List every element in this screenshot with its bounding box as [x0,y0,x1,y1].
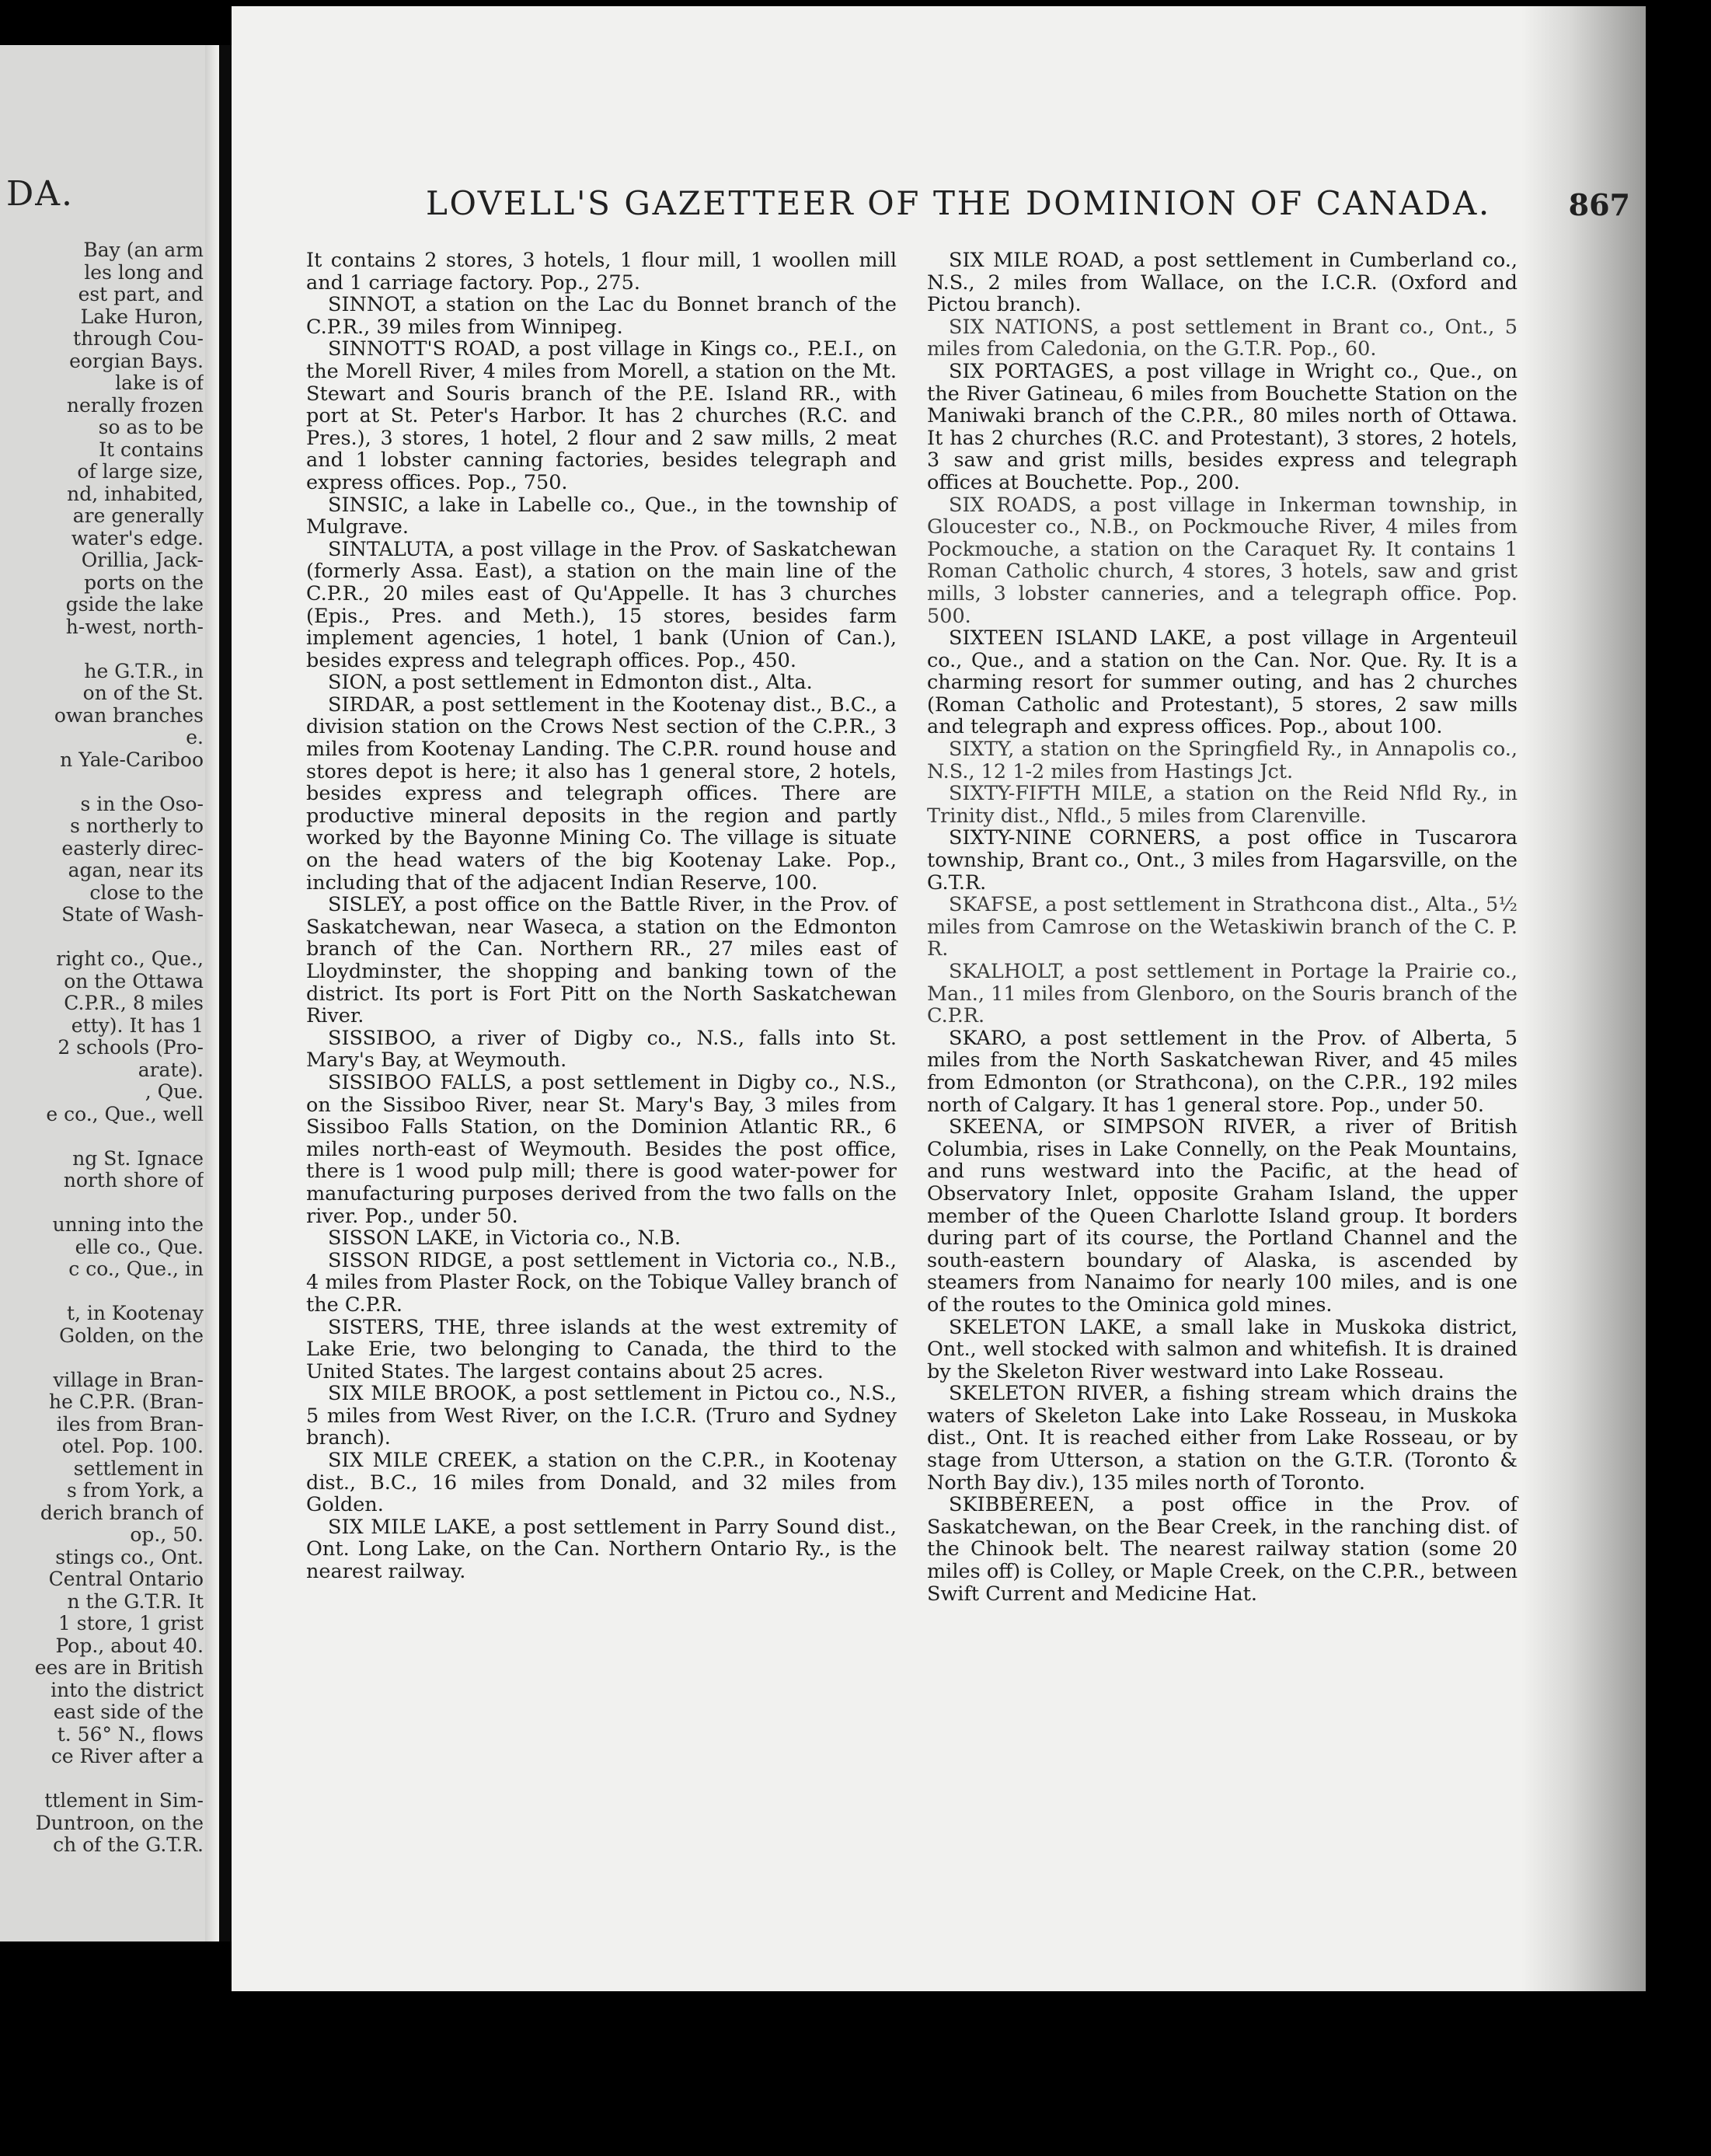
left-page-fragment-line: t. 56° N., flows [57,1723,204,1746]
entry-paragraph: SKALHOLT, a post settlement in Portage la Prairie co., Man., 11 miles from Glenboro, on the Souris branch of the C.P.R. [927,960,1518,1028]
running-head: LOVELL'S GAZETTEER OF THE DOMINION OF CANADA. [426,184,1491,222]
left-page-fragment-line: of large size, [77,461,204,483]
left-page-fragment-line: easterly direc- [61,837,204,860]
entry-paragraph: SISLEY, a post office on the Battle River, in the Prov. of Saskatchewan, near Waseca, a station on the Edmonton branch of the Can. Northern RR., 27 miles east of Lloydminster, the shopping and banking town of the district. Its port is Fort Pitt on the North Saskatchewan River. [306,893,897,1028]
left-page-fragment-line [0,1192,204,1215]
entry-paragraph: SINTALUTA, a post village in the Prov. of Saskatchewan (formerly Assa. East), a station on the main line of the C.P.R., 20 miles east of Qu'Appelle. It has 3 churches (Epis., Pres. and Meth.), 15 stores, besides farm implement agencies, 1 hotel, 1 bank (Union of Can.), besides express and telegraph offices. Pop., 450. [306,537,897,672]
left-page-fragment-line: It contains [99,438,204,461]
left-page-fragment-line: ees are in British [34,1657,204,1679]
left-page-fragment-line: s in the Oso- [80,793,204,815]
left-page-fragment-line: ce River after a [51,1746,204,1767]
left-page-fragment-line: n Yale-Cariboo [60,748,204,771]
left-page-fragment-line: est part, and [78,284,204,305]
entry-paragraph: SISSIBOO FALLS, a post settlement in Digby co., N.S., on the Sissiboo River, near St. Mary's Bay, 3 miles from Sissiboo Falls Station, on the Dominion Atlantic RR., 6 miles north-east of Weymouth. Besides the post office, there is 1 wood pulp mill; there is good water-power for manufacturing purposes derived from the two falls on the river. Pop., under 50. [306,1070,897,1228]
left-page-fragment-line: C.P.R., 8 miles [64,993,204,1014]
left-page-fragment-line: ng St. Ignace [72,1147,204,1170]
entry-paragraph: SISSON LAKE, in Victoria co., N.B. [328,1226,681,1251]
left-page-fragment-line: north shore of [63,1170,204,1191]
left-page-fragment-line: op., 50. [130,1524,204,1546]
left-page-fragment-line: nerally frozen [66,394,204,417]
left-page-fragment-line: owan branches [54,704,204,727]
left-page-fragment-line: into the district [51,1679,204,1701]
left-page-fragment-line: 1 store, 1 grist [57,1613,204,1634]
left-page-fragment-line: c co., Que., in [68,1258,204,1280]
entry-paragraph: SKAFSE, a post settlement in Strathcona dist., Alta., 5½ miles from Camrose on the Wetaskiwin branch of the C. P. R. [927,893,1518,961]
left-page-fragment-line: ports on the [84,571,204,594]
left-page-fragment-line: s from York, a [67,1480,204,1502]
entry-paragraph: SIX MILE ROAD, a post settlement in Cumberland co., N.S., 2 miles from Wallace, on the I.C.R. (Oxford and Pictou branch). [927,249,1518,317]
left-page-fragment-line: so as to be [98,417,204,438]
entry-paragraph: SINSIC, a lake in Labelle co., Que., in the township of Mulgrave. [306,493,897,539]
left-page-fragment-line: agan, near its [68,860,204,881]
entry-paragraph: SISSON RIDGE, a post settlement in Victoria co., N.B., 4 miles from Plaster Rock, on the Tobique Valley branch of the C.P.R. [306,1248,897,1317]
left-page-fragment-line: Central Ontario [48,1568,204,1590]
column-left [306,249,897,1583]
left-page-fragment-line: he G.T.R., in [84,660,204,682]
entry-paragraph: SIXTY-FIFTH MILE, a station on the Reid Nfld Ry., in Trinity dist., Nfld., 5 miles from Clarenville. [927,782,1518,828]
left-page-fragment-line: iles from Bran- [56,1413,204,1436]
entry-paragraph: SINNOTT'S ROAD, a post village in Kings co., P.E.I., on the Morell River, 4 miles from Morell, a station on the Mt. Stewart and Souris branch of the P.E. Island RR., with port at St. Peter's Harbor. It has 2 churches (R.C. and Pres.), 3 stores, 1 hotel, 2 flour and 2 saw mills, 2 meat and 1 lobster canning factories, besides telegraph and express offices. Pop., 750. [306,337,897,494]
left-page-fragment-line [0,638,204,661]
left-page-fragment-line: Golden, on the [59,1324,204,1347]
column-right [927,249,1518,1605]
left-page-header-fragment: DA. [6,174,75,214]
left-page-fragment-line: t, in Kootenay [66,1303,204,1324]
left-page-fragment-line: e. [186,727,204,748]
entry-paragraph: SIX MILE BROOK, a post settlement in Pictou co., N.S., 5 miles from West River, on the I.C.R. (Truro and Sydney branch). [306,1382,897,1450]
left-page-fragment-line: otel. Pop. 100. [61,1436,204,1457]
left-page-fragment-line: close to the [89,881,204,904]
left-page-fragment-line: lake is of [115,372,204,394]
entry-paragraph: SKELETON RIVER, a fishing stream which drains the waters of Skeleton Lake into Lake Rosseau, in Muskoka dist., Ont. It is reached either from Lake Rosseau, or by stage from Utterson, a station on the G.T.R. (Toronto & North Bay div.), 135 miles north of Toronto. [927,1382,1518,1495]
left-page-text-fragments [0,239,204,1857]
entry-paragraph: SIX ROADS, a post village in Inkerman township, in Gloucester co., N.B., on Pockmouche River, 4 miles from Pockmouche, a station on the Caraquet Ry. It contains 1 Roman Catholic church, 4 stores, 3 hotels, saw and grist mills, 3 lobster canneries, and a telegraph office. Pop. 500. [927,493,1518,628]
left-page-fragment-line [0,926,204,949]
entry-paragraph: SIX MILE LAKE, a post settlement in Parry Sound dist., Ont. Long Lake, on the Can. Northern Ontario Ry., is the nearest railway. [306,1515,897,1584]
entry-paragraph: SIXTY-NINE CORNERS, a post office in Tuscarora township, Brant co., Ont., 3 miles from Hagarsville, on the G.T.R. [927,826,1518,895]
gazetteer-page [232,6,1646,1991]
left-page-fragment-line: eorgian Bays. [69,350,204,372]
left-page-fragment-line: State of Wash- [61,904,204,926]
left-page-fragment-line: elle co., Que. [75,1236,204,1258]
entry-paragraph: SIX MILE CREEK, a station on the C.P.R., in Kootenay dist., B.C., 16 miles from Donald, and 32 miles from Golden. [306,1449,897,1517]
left-page-fragment-line: Lake Huron, [80,305,204,328]
entry-paragraph: SIX PORTAGES, a post village in Wright co., Que., on the River Gatineau, 6 miles from Bouchette Station on the Maniwaki branch of the C.P.R., 80 miles north of Ottawa. It has 2 churches (R.C. and Protestant), 3 stores, 2 hotels, 3 saw and grist mills, besides express and telegraph offices at Bouchette. Pop., 200. [927,359,1518,494]
left-page-fragment-line: Pop., about 40. [55,1634,204,1657]
left-page-fragment-line: , Que. [145,1081,204,1103]
left-page-fragment-line [0,1347,204,1369]
left-page-fragment-line: village in Bran- [53,1369,204,1391]
left-page-fragment-line: unning into the [52,1214,204,1236]
left-page-fragment-line: Bay (an arm [83,239,204,261]
left-page-fragment-line: e co., Que., well [46,1103,204,1125]
entry-paragraph: SKIBBEREEN, a post office in the Prov. of Saskatchewan, on the Bear Creek, in the ranching dist. of the Chinook belt. The nearest railway station (some 20 miles off) is Colley, or Maple Creek, on the C.P.R., between Swift Current and Medicine Hat. [927,1493,1518,1606]
left-page-fragment-line: stings co., Ont. [55,1546,204,1568]
entry-paragraph: SKELETON LAKE, a small lake in Muskoka district, Ont., well stocked with salmon and whitefish. It is drained by the Skeleton River westward into Lake Rosseau. [927,1315,1518,1383]
left-page-fragment-line: right co., Que., [56,948,204,970]
entry-paragraph: SKEENA, or SIMPSON RIVER, a river of British Columbia, rises in Lake Connelly, on the Peak Mountains, and runs westward into the Pacific, at the head of Observatory Inlet, opposite Graham Island, the upper member of the Queen Charlotte Island group. It borders during part of its course, the Portland Channel and the south-eastern boundary of Alaska, is ascended by steamers from Nanaimo for nearly 100 miles, and is one of the routes to the Ominica gold mines. [927,1115,1518,1317]
entry-paragraph: SIX NATIONS, a post settlement in Brant co., Ont., 5 miles from Caledonia, on the G.T.R. Pop., 60. [927,315,1518,361]
left-page-fragment-line: east side of the [53,1701,204,1723]
entry-paragraph: SIXTY, a station on the Springfield Ry., in Annapolis co., N.S., 12 1-2 miles from Hastings Jct. [927,738,1518,783]
left-page-fragment-line: ttlement in Sim- [44,1790,204,1812]
left-page-fragment-line: settlement in [73,1457,204,1480]
left-page-fragment-line [0,771,204,794]
entry-paragraph: SIRDAR, a post settlement in the Kootenay dist., B.C., a division station on the Crows Nest section of the C.P.R., 3 miles from Kootenay Landing. The C.P.R. round house and stores depot is here; it also has 1 general store, 2 hotels, besides express and telegraph offices. There are productive mineral deposits in the region and partly worked by the Bayonne Mining Co. The village is situate on the head waters of the big Kootenay Lake. Pop., including that of the adjacent Indian Reserve, 100. [306,693,897,895]
left-page-fragment-line [0,1125,204,1148]
left-page-fragment-line: s northerly to [70,815,204,837]
page-number: 867 [1568,187,1630,222]
left-page-fragment-line [0,1768,204,1791]
left-page-fragment-line: derich branch of [40,1502,204,1524]
left-page-fragment-line: are generally [72,505,204,527]
page-gutter [219,45,232,1941]
left-page-fragment-line: Duntroon, on the [35,1812,204,1834]
facing-page-left [0,45,219,1941]
entry-paragraph: SINNOT, a station on the Lac du Bonnet branch of the C.P.R., 39 miles from Winnipeg. [306,293,897,339]
page-header [426,184,1638,223]
left-page-fragment-line: he C.P.R. (Bran- [49,1391,204,1413]
page-binding-shadow [205,45,219,1941]
left-page-fragment-line [0,1281,204,1303]
entry-paragraph: It contains 2 stores, 3 hotels, 1 flour mill, 1 woollen mill and 1 carriage factory. Pop., 275. [306,249,897,295]
entry-paragraph: SIXTEEN ISLAND LAKE, a post village in Argenteuil co., Que., and a station on the Can. Nor. Que. Ry. It is a charming resort for summer outing, and has 2 churches (Roman Catholic and Protestant), 5 stores, 2 saw mills and telegraph and express offices. Pop., about 100. [927,626,1518,739]
entry-paragraph: SISSIBOO, a river of Digby co., N.S., falls into St. Mary's Bay, at Weymouth. [306,1026,897,1073]
left-page-fragment-line: ch of the G.T.R. [53,1834,204,1856]
left-page-fragment-line: arate). [138,1059,204,1081]
left-page-fragment-line: 2 schools (Pro- [57,1037,204,1059]
left-page-fragment-line: nd, inhabited, [67,483,204,505]
left-page-fragment-line: etty). It has 1 [71,1014,204,1037]
left-page-fragment-line: on the Ottawa [64,970,204,993]
left-page-fragment-line: les long and [84,261,204,284]
left-page-fragment-line: h-west, north- [65,616,204,638]
entry-paragraph: SION, a post settlement in Edmonton dist., Alta. [328,671,813,695]
page-edge-shadow [1521,6,1646,1991]
entry-paragraph: SISTERS, THE, three islands at the west extremity of Lake Erie, two belonging to Canada, the third to the United States. The largest contains about 25 acres. [306,1315,897,1383]
left-page-fragment-line: gside the lake [65,594,204,616]
entry-paragraph: SKARO, a post settlement in the Prov. of Alberta, 5 miles from the North Saskatchewan River, and 45 miles from Edmonton (or Strathcona), on the C.P.R., 192 miles north of Calgary. It has 1 general store. Pop., under 50. [927,1026,1518,1117]
left-page-fragment-line: water's edge. [71,527,204,549]
left-page-fragment-line: through Cou- [72,328,204,350]
left-page-fragment-line: n the G.T.R. It [67,1590,204,1613]
left-page-fragment-line: on of the St. [82,682,204,704]
left-page-fragment-line: Orillia, Jack- [81,549,204,571]
